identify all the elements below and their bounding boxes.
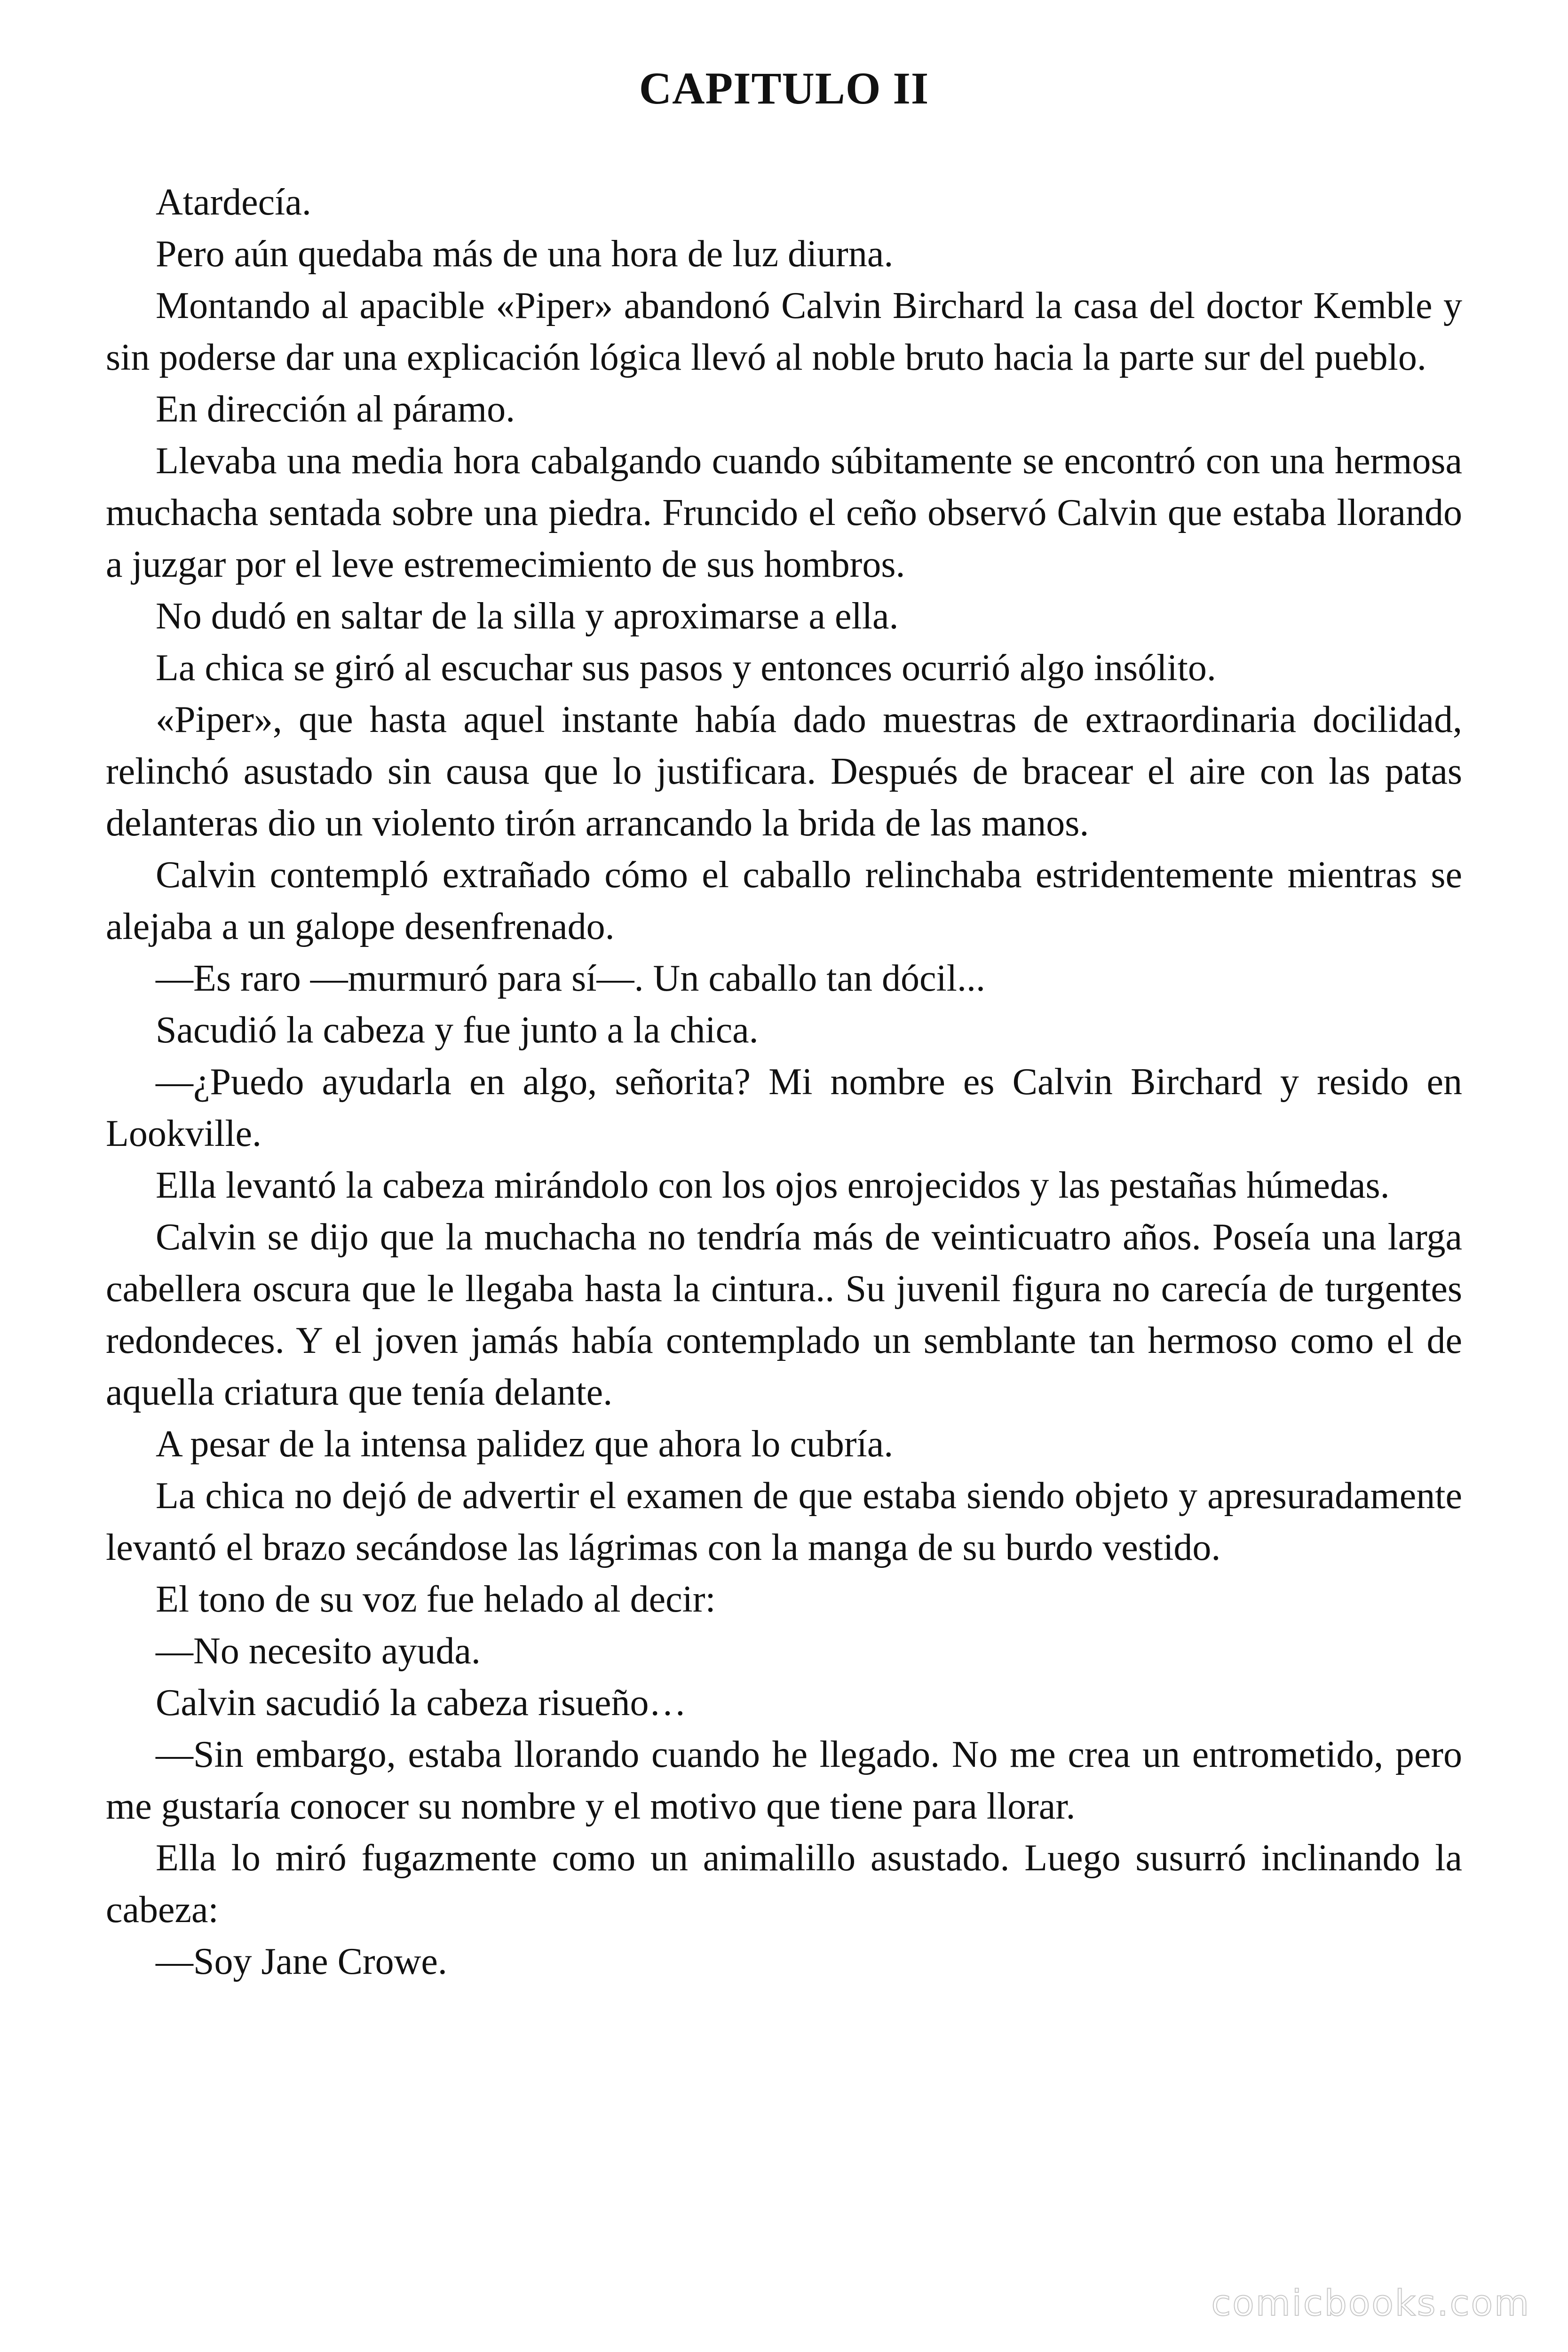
paragraph: No dudó en saltar de la silla y aproximarse a ella.	[156, 596, 899, 637]
paragraph: —Soy Jane Crowe.	[156, 1941, 447, 1982]
paragraph: La chica se giró al escuchar sus pasos y entonces ocurrió algo insólito.	[156, 647, 1216, 689]
paragraph: Montando al apacible «Piper» abandonó Calvin Birchard la casa del doctor Kemble y sin poderse dar una explicación lógica llevó al noble bruto hacia la parte sur del pueblo.	[106, 285, 1462, 378]
book-page	[106, 0, 1462, 2352]
paragraph: —Sin embargo, estaba llorando cuando he llegado. No me crea un entrometido, pero me gustaría conocer su nombre y el motivo que tiene para llorar.	[106, 1734, 1462, 1827]
paragraph: A pesar de la intensa palidez que ahora lo cubría.	[156, 1423, 894, 1465]
paragraph: —Es raro —murmuró para sí—. Un caballo tan dócil...	[156, 958, 985, 999]
paragraph: Sacudió la cabeza y fue junto a la chica.	[156, 1009, 759, 1051]
paragraph: Calvin contempló extrañado cómo el caballo relinchaba estridentemente mientras se alejaba a un galope desenfrenado.	[106, 854, 1462, 947]
chapter-body	[106, 176, 1462, 1987]
chapter-title: CAPITULO II	[639, 63, 929, 113]
paragraph: Llevaba una media hora cabalgando cuando súbitamente se encontró con una hermosa muchacha sentada sobre una piedra. Fruncido el ceño observó Calvin que estaba llorando a juzgar por el leve estremecimiento de sus hombros.	[106, 440, 1462, 585]
watermark: comicbooks.com	[1211, 2282, 1530, 2324]
paragraph: El tono de su voz fue helado al decir:	[156, 1579, 716, 1620]
paragraph: Atardecía.	[156, 182, 311, 223]
paragraph: Pero aún quedaba más de una hora de luz diurna.	[156, 233, 894, 275]
paragraph: Calvin sacudió la cabeza risueño…	[156, 1682, 687, 1724]
paragraph: Calvin se dijo que la muchacha no tendría más de veinticuatro años. Poseía una larga cabellera oscura que le llegaba hasta la cintura.. Su juvenil figura no carecía de turgentes redondeces. Y el joven jamás había contemplado un semblante tan hermoso como el de aquella criatura que tenía delante.	[106, 1216, 1462, 1413]
paragraph: Ella lo miró fugazmente como un animalillo asustado. Luego susurró inclinando la cabeza:	[106, 1837, 1462, 1931]
paragraph: «Piper», que hasta aquel instante había dado muestras de extraordinaria docilidad, relinchó asustado sin causa que lo justificara. Después de bracear el aire con las patas delanteras dio un violento tirón arrancando la brida de las manos.	[106, 699, 1462, 844]
paragraph: La chica no dejó de advertir el examen de que estaba siendo objeto y apresuradamente levantó el brazo secándose las lágrimas con la manga de su burdo vestido.	[106, 1475, 1462, 1568]
paragraph: Ella levantó la cabeza mirándolo con los ojos enrojecidos y las pestañas húmedas.	[156, 1165, 1390, 1206]
paragraph: —¿Puedo ayudarla en algo, señorita? Mi nombre es Calvin Birchard y resido en Lookville.	[106, 1061, 1462, 1154]
paragraph: En dirección al páramo.	[156, 389, 515, 430]
paragraph: —No necesito ayuda.	[156, 1630, 481, 1672]
